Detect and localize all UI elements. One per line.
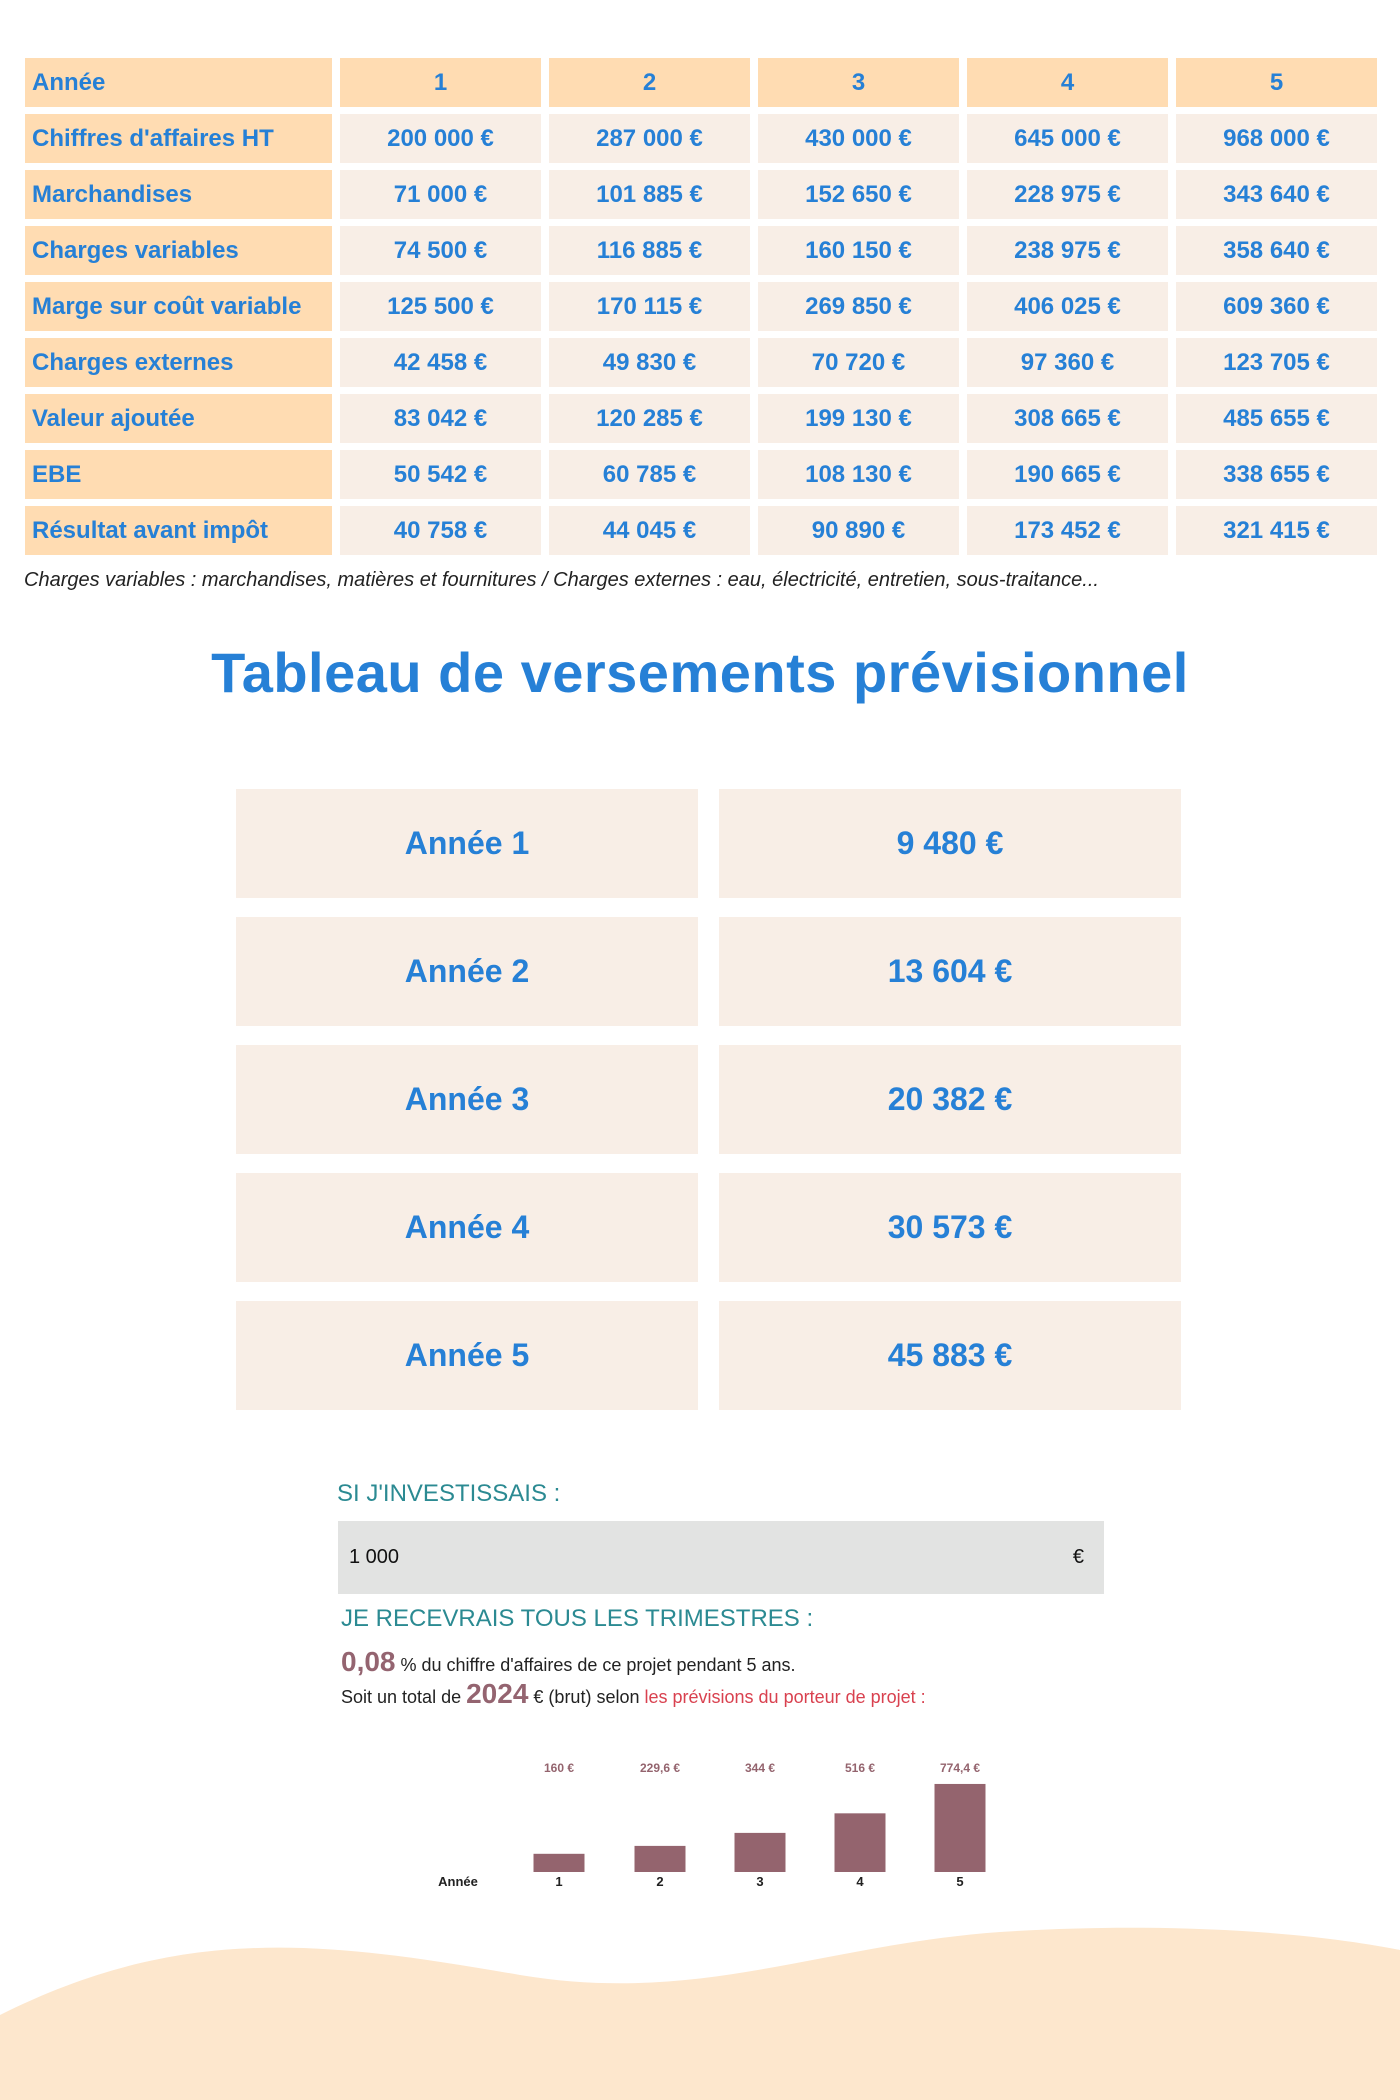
row-label: Charges variables xyxy=(25,226,332,275)
percent-line xyxy=(341,1646,796,1678)
percent-value: 0,08 xyxy=(341,1646,396,1677)
table-row xyxy=(25,394,1377,443)
versement-year: Année 1 xyxy=(236,789,698,898)
header-year-4: 4 xyxy=(967,58,1168,107)
table-row xyxy=(25,114,1377,163)
row-label: EBE xyxy=(25,450,332,499)
bar-value-label: 774,4 € xyxy=(939,1761,981,1775)
bar-year-3 xyxy=(735,1833,786,1872)
table-cell: 123 705 € xyxy=(1176,338,1377,387)
total-prefix: Soit un total de xyxy=(341,1687,462,1707)
currency-symbol: € xyxy=(1072,1546,1084,1568)
table-cell: 125 500 € xyxy=(340,282,541,331)
table-row xyxy=(25,226,1377,275)
versement-row xyxy=(236,789,1181,898)
table-cell: 968 000 € xyxy=(1176,114,1377,163)
table-cell: 200 000 € xyxy=(340,114,541,163)
financial-table-note: Charges variables : marchandises, matières et fournitures / Charges externes : eau, électricité, entretien, sous-traitance... xyxy=(24,569,1099,591)
bar-year-5 xyxy=(935,1784,986,1872)
row-label: Résultat avant impôt xyxy=(25,506,332,555)
table-cell: 287 000 € xyxy=(549,114,750,163)
versement-row xyxy=(236,1173,1181,1282)
table-cell: 173 452 € xyxy=(967,506,1168,555)
table-cell: 97 360 € xyxy=(967,338,1168,387)
table-cell: 71 000 € xyxy=(340,170,541,219)
percent-text: % du chiffre d'affaires de ce projet pendant 5 ans. xyxy=(400,1655,796,1675)
versement-row xyxy=(236,1045,1181,1154)
table-cell: 152 650 € xyxy=(758,170,959,219)
table-row xyxy=(25,450,1377,499)
x-tick-label: 1 xyxy=(555,1874,563,1889)
previsions-link[interactable]: les prévisions du porteur de projet : xyxy=(644,1687,926,1707)
versement-amount: 13 604 € xyxy=(719,917,1181,1026)
table-cell: 343 640 € xyxy=(1176,170,1377,219)
x-axis-label: Année xyxy=(438,1874,478,1889)
versement-year: Année 3 xyxy=(236,1045,698,1154)
versement-year: Année 4 xyxy=(236,1173,698,1282)
header-year-5: 5 xyxy=(1176,58,1377,107)
row-label: Charges externes xyxy=(25,338,332,387)
versement-row xyxy=(236,1301,1181,1410)
header-year-2: 2 xyxy=(549,58,750,107)
table-cell: 40 758 € xyxy=(340,506,541,555)
versements-title: Tableau de versements prévisionnel xyxy=(211,641,1189,704)
table-header-row xyxy=(25,58,1377,107)
versement-year: Année 2 xyxy=(236,917,698,1026)
x-tick-label: 3 xyxy=(756,1874,764,1889)
table-cell: 44 045 € xyxy=(549,506,750,555)
row-label: Marge sur coût variable xyxy=(25,282,332,331)
versement-amount: 30 573 € xyxy=(719,1173,1181,1282)
total-value: 2024 xyxy=(466,1678,529,1709)
bar-year-1 xyxy=(534,1854,585,1872)
table-cell: 42 458 € xyxy=(340,338,541,387)
table-cell: 358 640 € xyxy=(1176,226,1377,275)
table-cell: 83 042 € xyxy=(340,394,541,443)
total-line xyxy=(341,1678,926,1710)
table-cell: 645 000 € xyxy=(967,114,1168,163)
bar-value-label: 344 € xyxy=(744,1761,776,1775)
table-cell: 485 655 € xyxy=(1176,394,1377,443)
table-cell: 49 830 € xyxy=(549,338,750,387)
bar-year-2 xyxy=(635,1846,686,1872)
table-cell: 101 885 € xyxy=(549,170,750,219)
bar-value-label: 516 € xyxy=(844,1761,876,1775)
table-row xyxy=(25,170,1377,219)
table-row xyxy=(25,338,1377,387)
row-label: Marchandises xyxy=(25,170,332,219)
table-cell: 406 025 € xyxy=(967,282,1168,331)
table-cell: 199 130 € xyxy=(758,394,959,443)
versement-row xyxy=(236,917,1181,1026)
header-annee: Année xyxy=(25,58,332,107)
table-cell: 160 150 € xyxy=(758,226,959,275)
bar-value-label: 229,6 € xyxy=(639,1761,681,1775)
table-cell: 120 285 € xyxy=(549,394,750,443)
bar-year-4 xyxy=(835,1813,886,1872)
table-cell: 308 665 € xyxy=(967,394,1168,443)
table-cell: 116 885 € xyxy=(549,226,750,275)
x-tick-label: 2 xyxy=(656,1874,664,1889)
x-tick-label: 4 xyxy=(856,1874,864,1889)
table-cell: 170 115 € xyxy=(549,282,750,331)
table-cell: 321 415 € xyxy=(1176,506,1377,555)
versement-amount: 9 480 € xyxy=(719,789,1181,898)
table-cell: 238 975 € xyxy=(967,226,1168,275)
versement-year: Année 5 xyxy=(236,1301,698,1410)
table-cell: 70 720 € xyxy=(758,338,959,387)
decorative-wave xyxy=(0,1920,1400,2100)
row-label: Valeur ajoutée xyxy=(25,394,332,443)
table-row xyxy=(25,506,1377,555)
table-cell: 228 975 € xyxy=(967,170,1168,219)
table-cell: 269 850 € xyxy=(758,282,959,331)
table-cell: 430 000 € xyxy=(758,114,959,163)
receive-label: JE RECEVRAIS TOUS LES TRIMESTRES : xyxy=(341,1605,814,1632)
invest-label: SI J'INVESTISSAIS : xyxy=(337,1480,561,1507)
table-cell: 609 360 € xyxy=(1176,282,1377,331)
x-tick-label: 5 xyxy=(956,1874,964,1889)
table-row xyxy=(25,282,1377,331)
table-cell: 338 655 € xyxy=(1176,450,1377,499)
table-cell: 74 500 € xyxy=(340,226,541,275)
versement-amount: 45 883 € xyxy=(719,1301,1181,1410)
table-cell: 90 890 € xyxy=(758,506,959,555)
investment-input[interactable] xyxy=(338,1521,1104,1594)
total-suffix: € (brut) selon xyxy=(533,1687,640,1707)
row-label: Chiffres d'affaires HT xyxy=(25,114,332,163)
financial-table xyxy=(17,51,1385,562)
table-cell: 108 130 € xyxy=(758,450,959,499)
table-cell: 50 542 € xyxy=(340,450,541,499)
table-cell: 190 665 € xyxy=(967,450,1168,499)
investment-value[interactable]: 1 000 xyxy=(349,1546,400,1568)
table-cell: 60 785 € xyxy=(549,450,750,499)
versement-amount: 20 382 € xyxy=(719,1045,1181,1154)
header-year-3: 3 xyxy=(758,58,959,107)
bar-value-label: 160 € xyxy=(543,1761,575,1775)
header-year-1: 1 xyxy=(340,58,541,107)
